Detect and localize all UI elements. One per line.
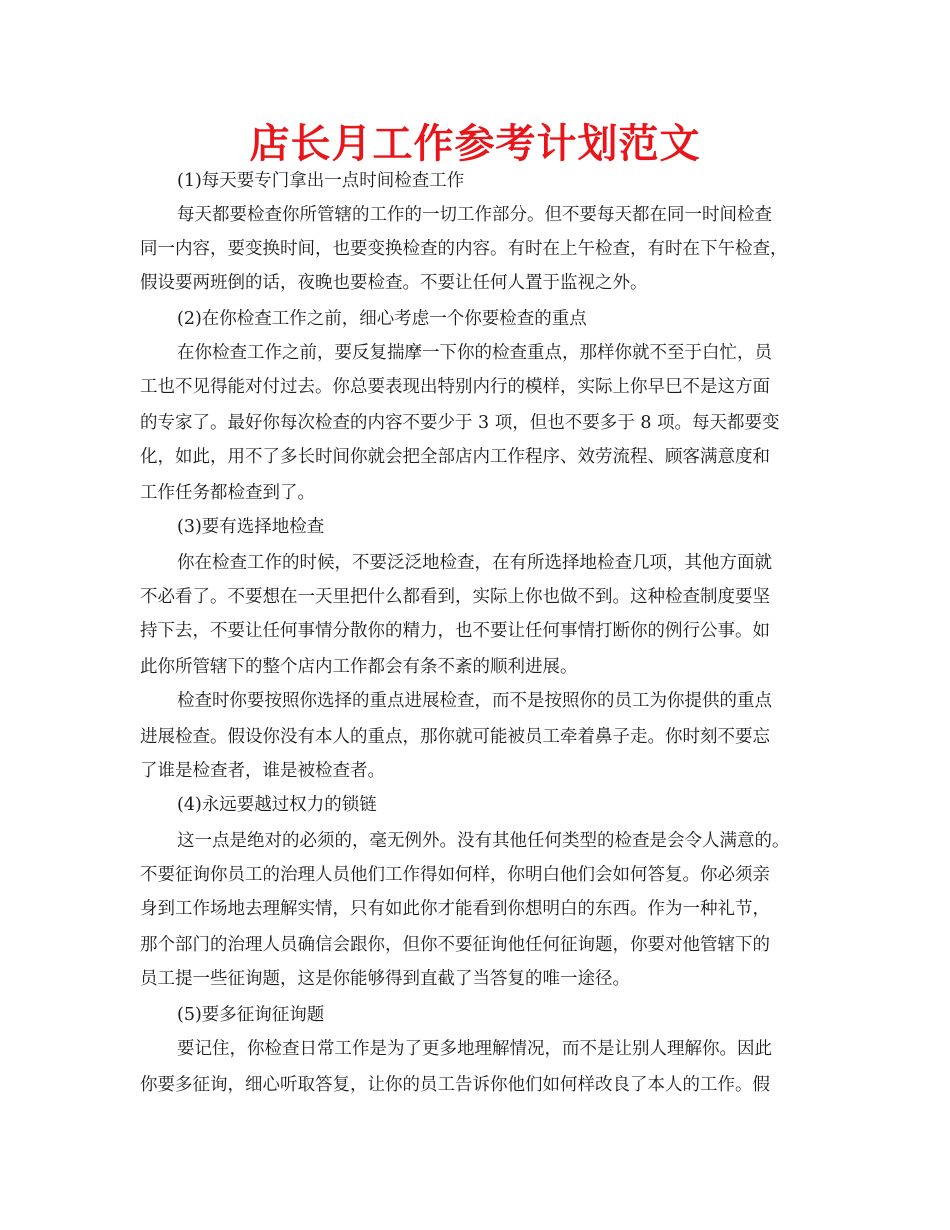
paragraph-line: 的专家了。最好你每次检查的内容不要少于 3 项，但也不要多于 8 项。每天都要变: [140, 413, 780, 433]
section-heading-4: (4)永远要越过权力的锁链: [177, 795, 377, 815]
paragraph-line: 此你所管辖下的整个店内工作都会有条不紊的顺利进展。: [140, 657, 578, 677]
paragraph-line: 不必看了。不要想在一天里把什么都看到，实际上你也做不到。这种检查制度要坚: [140, 587, 770, 607]
paragraph-line: 同一内容，要变换时间，也要变换检查的内容。有时在上午检查，有时在下午检查，: [140, 239, 788, 259]
paragraph-line: 员工提一些征询题，这是你能够得到直截了当答复的唯一途径。: [140, 969, 630, 989]
paragraph-line: 工也不见得能对付过去。你总要表现出特别内行的模样，实际上你早巳不是这方面: [140, 377, 770, 397]
paragraph-line: 那个部门的治理人员确信会跟你，但你不要征询他任何征询题，你要对他管辖下的: [140, 935, 770, 955]
paragraph-line: 持下去，不要让任何事情分散你的精力，也不要让任何事情打断你的例行公事。如: [140, 621, 770, 641]
paragraph-line: 进展检查。假设你没有本人的重点，那你就可能被员工牵着鼻子走。你时刻不要忘: [140, 727, 770, 747]
section-heading-3: (3)要有选择地检查: [177, 517, 325, 537]
paragraph-line: 身到工作场地去理解实情，只有如此你才能看到你想明白的东西。作为一种礼节，: [140, 899, 770, 919]
paragraph-line: 你在检查工作的时候，不要泛泛地检查，在有所选择地检查几项，其他方面就: [177, 553, 772, 573]
paragraph-line: 检查时你要按照你选择的重点进展检查，而不是按照你的员工为你提供的重点: [177, 691, 772, 711]
paragraph-line: 在你检查工作之前，要反复揣摩一下你的检查重点，那样你就不至于白忙，员: [177, 343, 772, 363]
paragraph-line: 这一点是绝对的必须的，毫无例外。没有其他任何类型的检查是会令人满意的。: [177, 831, 790, 851]
paragraph-line: 你要多征询，细心听取答复，让你的员工告诉你他们如何样改良了本人的工作。假: [140, 1075, 770, 1095]
section-heading-2: (2)在你检查工作之前，细心考虑一个你要检查的重点: [177, 309, 587, 329]
paragraph-line: 工作任务都检查到了。: [140, 483, 315, 503]
paragraph-line: 了谁是检查者，谁是被检查者。: [140, 761, 385, 781]
document-title: 店长月工作参考计划范文: [249, 121, 701, 167]
paragraph-line: 要记住，你检查日常工作是为了更多地理解情况，而不是让别人理解你。因此: [177, 1039, 772, 1059]
paragraph-line: 化，如此，用不了多长时间你就会把全部店内工作程序、效劳流程、顾客满意度和: [140, 447, 770, 467]
paragraph-line: 不要征询你员工的治理人员他们工作得如何样，你明白他们会如何答复。你必须亲: [140, 865, 770, 885]
paragraph-line: 每天都要检查你所管辖的工作的一切工作部分。但不要每天都在同一时间检查: [177, 205, 772, 225]
paragraph-line: 假设要两班倒的话，夜晚也要检查。不要让任何人置于监视之外。: [140, 273, 648, 293]
section-heading-1: (1)每天要专门拿出一点时间检查工作: [177, 171, 465, 191]
section-heading-5: (5)要多征询征询题: [177, 1005, 325, 1025]
